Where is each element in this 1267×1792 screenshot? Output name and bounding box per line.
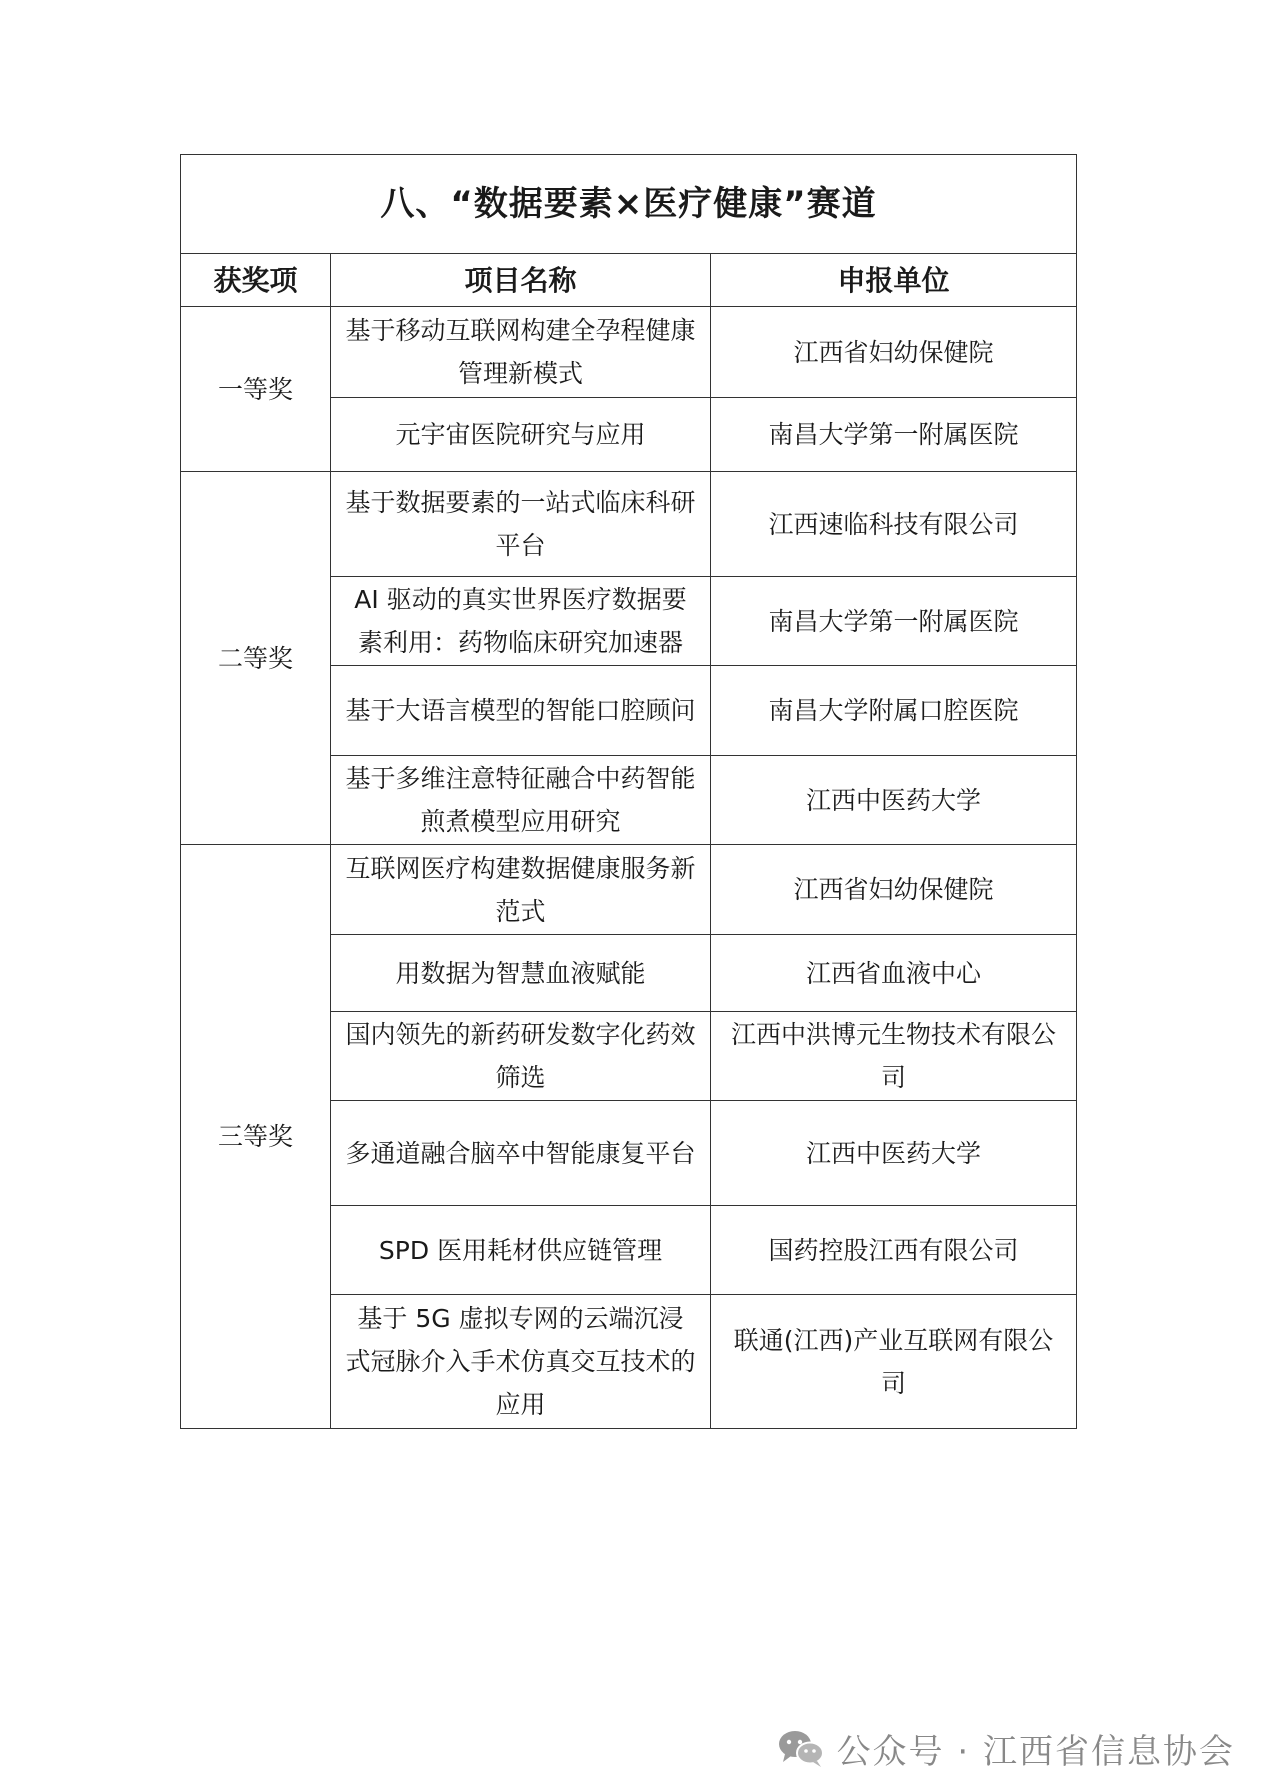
unit-cell: 江西中医药大学 — [711, 1101, 1077, 1206]
table-header-row — [181, 254, 1077, 307]
project-name-cell: 多通道融合脑卒中智能康复平台 — [331, 1101, 711, 1206]
table-title-row — [181, 155, 1077, 254]
header-project-name: 项目名称 — [331, 254, 711, 307]
unit-cell: 南昌大学附属口腔医院 — [711, 666, 1077, 756]
project-name-cell: AI 驱动的真实世界医疗数据要素利用：药物临床研究加速器 — [331, 577, 711, 666]
award-cell-third: 三等奖 — [181, 845, 331, 1429]
unit-cell: 江西中医药大学 — [711, 756, 1077, 845]
project-name-cell: 基于大语言模型的智能口腔顾问 — [331, 666, 711, 756]
award-cell-second: 二等奖 — [181, 472, 331, 845]
project-name-cell: 元宇宙医院研究与应用 — [331, 398, 711, 472]
awards-table — [180, 154, 1077, 1429]
header-unit: 申报单位 — [711, 254, 1077, 307]
wechat-icon — [777, 1728, 827, 1768]
project-name-cell: 国内领先的新药研发数字化药效筛选 — [331, 1012, 711, 1101]
project-name-cell: 基于 5G 虚拟专网的云端沉浸式冠脉介入手术仿真交互技术的应用 — [331, 1295, 711, 1429]
watermark — [777, 1726, 1235, 1770]
watermark-text: 公众号 · 江西省信息协会 — [836, 1731, 1235, 1772]
unit-cell: 江西速临科技有限公司 — [711, 472, 1077, 577]
unit-cell: 南昌大学第一附属医院 — [711, 577, 1077, 666]
table-row — [181, 307, 1077, 398]
project-name-cell: 基于移动互联网构建全孕程健康管理新模式 — [331, 307, 711, 398]
table-title: 八、“数据要素×医疗健康”赛道 — [181, 155, 1077, 254]
project-name-cell: 基于数据要素的一站式临床科研平台 — [331, 472, 711, 577]
table-row — [181, 845, 1077, 935]
unit-cell: 江西省妇幼保健院 — [711, 307, 1077, 398]
unit-cell: 南昌大学第一附属医院 — [711, 398, 1077, 472]
unit-cell: 江西中洪博元生物技术有限公司 — [711, 1012, 1077, 1101]
unit-cell: 联通(江西)产业互联网有限公司 — [711, 1295, 1077, 1429]
project-name-cell: SPD 医用耗材供应链管理 — [331, 1206, 711, 1295]
project-name-cell: 互联网医疗构建数据健康服务新范式 — [331, 845, 711, 935]
unit-cell: 江西省妇幼保健院 — [711, 845, 1077, 935]
table-row — [181, 472, 1077, 577]
award-cell-first: 一等奖 — [181, 307, 331, 472]
unit-cell: 江西省血液中心 — [711, 935, 1077, 1012]
unit-cell: 国药控股江西有限公司 — [711, 1206, 1077, 1295]
header-award: 获奖项 — [181, 254, 331, 307]
project-name-cell: 用数据为智慧血液赋能 — [331, 935, 711, 1012]
project-name-cell: 基于多维注意特征融合中药智能煎煮模型应用研究 — [331, 756, 711, 845]
